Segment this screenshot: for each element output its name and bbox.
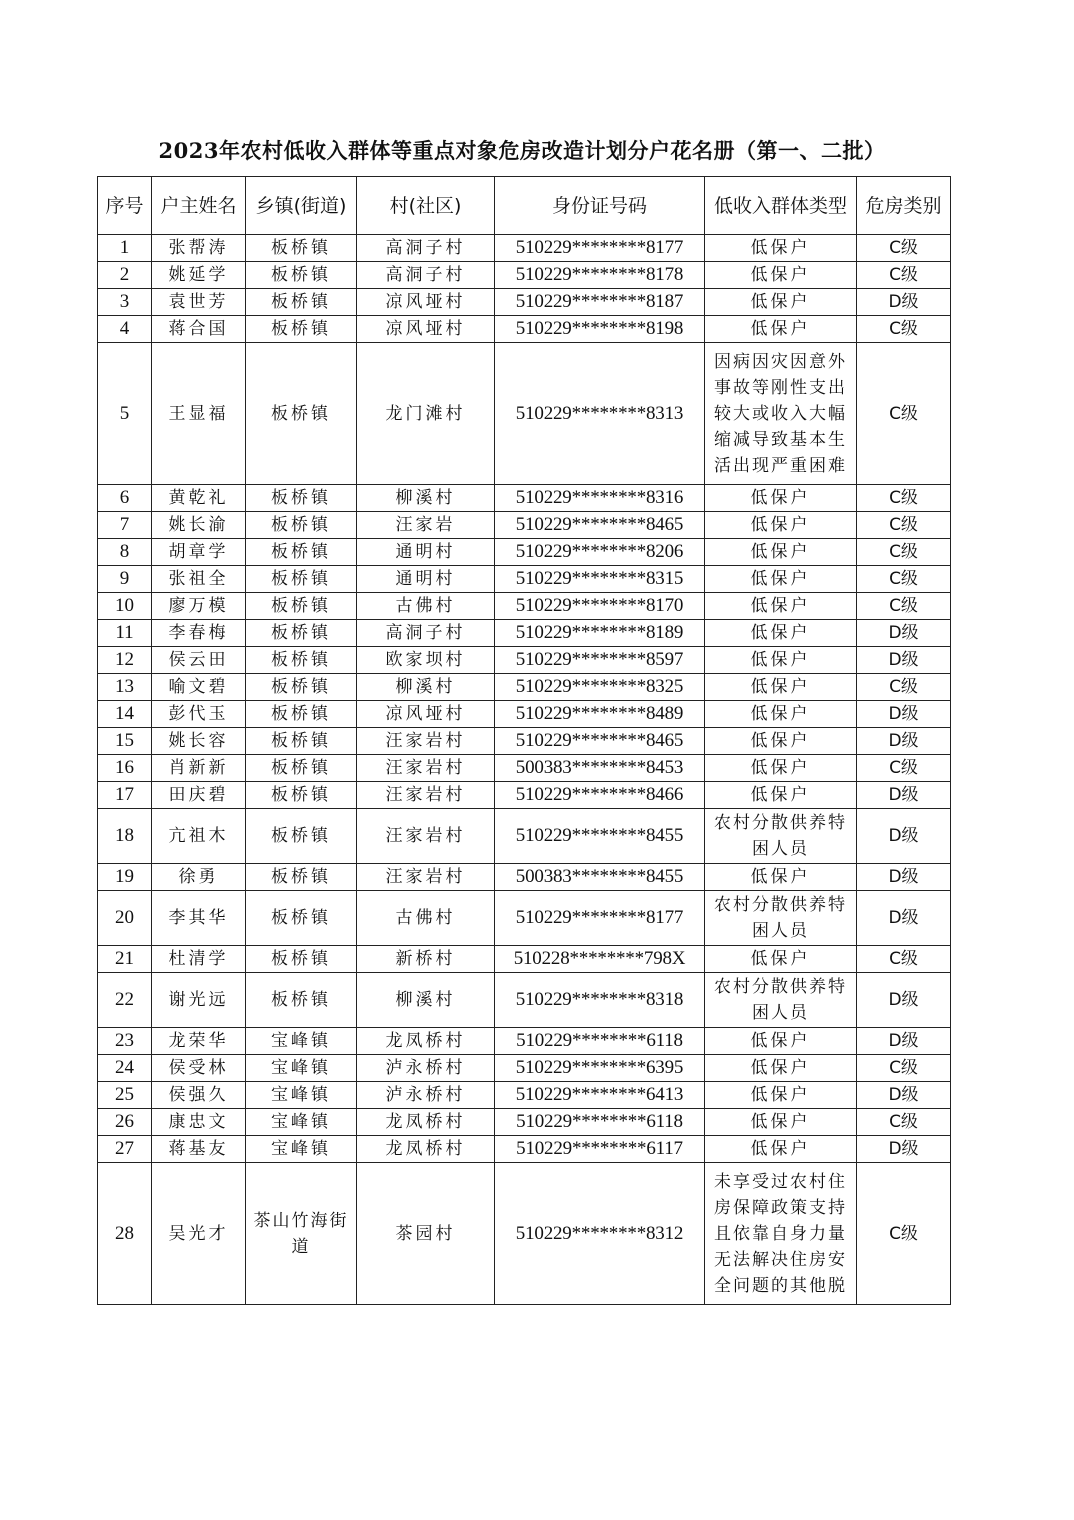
cell-town: 板桥镇 [246,701,357,728]
cell-type: 低保户 [705,1028,857,1055]
cell-seq: 8 [98,539,152,566]
cell-id: 510229********8316 [495,485,705,512]
cell-seq: 1 [98,235,152,262]
cell-grade: D级 [857,891,951,946]
cell-name: 张祖全 [152,566,246,593]
table-row [98,485,951,512]
cell-town: 板桥镇 [246,289,357,316]
cell-village: 泸永桥村 [357,1055,495,1082]
table-row [98,316,951,343]
table-row [98,512,951,539]
cell-village: 泸永桥村 [357,1082,495,1109]
cell-town: 板桥镇 [246,262,357,289]
header-row [98,177,951,235]
cell-seq: 7 [98,512,152,539]
table-row [98,566,951,593]
cell-seq: 19 [98,864,152,891]
cell-town: 板桥镇 [246,755,357,782]
header-name: 户主姓名 [152,177,246,235]
cell-town: 板桥镇 [246,809,357,864]
cell-id: 510229********8465 [495,728,705,755]
cell-seq: 26 [98,1109,152,1136]
cell-name: 肖新新 [152,755,246,782]
cell-type: 低保户 [705,566,857,593]
cell-seq: 9 [98,566,152,593]
cell-name: 姚长渝 [152,512,246,539]
cell-seq: 13 [98,674,152,701]
cell-grade: D级 [857,620,951,647]
cell-name: 蒋合国 [152,316,246,343]
cell-id: 500383********8453 [495,755,705,782]
cell-grade: D级 [857,701,951,728]
cell-village: 柳溪村 [357,485,495,512]
cell-type: 低保户 [705,539,857,566]
table-row [98,782,951,809]
cell-type: 农村分散供养特困人员 [705,809,857,864]
cell-village: 高洞子村 [357,620,495,647]
cell-town: 板桥镇 [246,485,357,512]
cell-id: 510229********8170 [495,593,705,620]
cell-type: 未享受过农村住房保障政策支持且依靠自身力量无法解决住房安全问题的其他脱 [705,1163,857,1305]
cell-town: 板桥镇 [246,728,357,755]
cell-name: 王显福 [152,343,246,485]
cell-grade: C级 [857,539,951,566]
cell-id: 510229********8206 [495,539,705,566]
header-town: 乡镇(街道) [246,177,357,235]
cell-village: 汪家岩村 [357,809,495,864]
cell-town: 板桥镇 [246,674,357,701]
cell-type: 低保户 [705,512,857,539]
cell-name: 袁世芳 [152,289,246,316]
cell-seq: 18 [98,809,152,864]
table-row [98,1028,951,1055]
table-row [98,235,951,262]
cell-name: 谢光远 [152,973,246,1028]
cell-name: 蒋基友 [152,1136,246,1163]
cell-type: 低保户 [705,701,857,728]
table-row [98,864,951,891]
cell-grade: C级 [857,1163,951,1305]
cell-grade: D级 [857,782,951,809]
table-row [98,891,951,946]
table-row [98,973,951,1028]
cell-id: 510229********8312 [495,1163,705,1305]
cell-id: 510229********8198 [495,316,705,343]
roster-body [98,235,951,1305]
cell-name: 喻文碧 [152,674,246,701]
cell-grade: C级 [857,262,951,289]
cell-grade: D级 [857,1136,951,1163]
cell-type: 低保户 [705,864,857,891]
cell-town: 板桥镇 [246,316,357,343]
cell-type: 低保户 [705,1082,857,1109]
cell-id: 510229********6395 [495,1055,705,1082]
cell-type: 低保户 [705,946,857,973]
cell-village: 龙凤桥村 [357,1028,495,1055]
cell-town: 茶山竹海街道 [246,1163,357,1305]
cell-name: 侯受林 [152,1055,246,1082]
cell-name: 李其华 [152,891,246,946]
cell-grade: C级 [857,674,951,701]
cell-village: 龙凤桥村 [357,1109,495,1136]
cell-town: 板桥镇 [246,620,357,647]
table-row [98,755,951,782]
cell-grade: C级 [857,755,951,782]
cell-town: 板桥镇 [246,235,357,262]
cell-name: 侯云田 [152,647,246,674]
cell-village: 汪家岩村 [357,728,495,755]
cell-id: 510229********8178 [495,262,705,289]
cell-grade: D级 [857,1028,951,1055]
cell-village: 汪家岩 [357,512,495,539]
cell-village: 汪家岩村 [357,782,495,809]
cell-grade: D级 [857,864,951,891]
cell-name: 吴光才 [152,1163,246,1305]
cell-type: 低保户 [705,235,857,262]
cell-grade: C级 [857,316,951,343]
cell-town: 宝峰镇 [246,1082,357,1109]
cell-town: 板桥镇 [246,343,357,485]
cell-village: 古佛村 [357,891,495,946]
cell-village: 柳溪村 [357,674,495,701]
cell-town: 板桥镇 [246,593,357,620]
cell-type: 低保户 [705,1055,857,1082]
cell-type: 农村分散供养特困人员 [705,891,857,946]
cell-grade: C级 [857,235,951,262]
table-row [98,343,951,485]
cell-town: 板桥镇 [246,539,357,566]
cell-village: 凉风垭村 [357,701,495,728]
header-grade: 危房类别 [857,177,951,235]
cell-id: 510229********8187 [495,289,705,316]
cell-town: 板桥镇 [246,647,357,674]
cell-seq: 21 [98,946,152,973]
cell-town: 板桥镇 [246,864,357,891]
cell-type: 低保户 [705,674,857,701]
cell-village: 龙门滩村 [357,343,495,485]
table-row [98,1163,951,1305]
cell-village: 汪家岩村 [357,864,495,891]
cell-seq: 3 [98,289,152,316]
cell-id: 510229********6413 [495,1082,705,1109]
cell-id: 510229********8466 [495,782,705,809]
cell-type: 低保户 [705,1109,857,1136]
cell-village: 凉风垭村 [357,316,495,343]
cell-seq: 20 [98,891,152,946]
cell-seq: 27 [98,1136,152,1163]
cell-grade: C级 [857,1109,951,1136]
cell-name: 胡章学 [152,539,246,566]
cell-name: 黄乾礼 [152,485,246,512]
cell-seq: 24 [98,1055,152,1082]
cell-village: 古佛村 [357,593,495,620]
cell-type: 低保户 [705,755,857,782]
cell-seq: 4 [98,316,152,343]
cell-town: 宝峰镇 [246,1136,357,1163]
header-type: 低收入群体类型 [705,177,857,235]
cell-seq: 12 [98,647,152,674]
cell-seq: 22 [98,973,152,1028]
cell-village: 汪家岩村 [357,755,495,782]
cell-name: 姚长容 [152,728,246,755]
cell-name: 廖万模 [152,593,246,620]
cell-town: 板桥镇 [246,566,357,593]
header-id: 身份证号码 [495,177,705,235]
cell-grade: C级 [857,343,951,485]
table-row [98,1109,951,1136]
header-village: 村(社区) [357,177,495,235]
cell-id: 510229********8489 [495,701,705,728]
cell-type: 低保户 [705,262,857,289]
cell-name: 龙荣华 [152,1028,246,1055]
cell-id: 510229********8313 [495,343,705,485]
cell-village: 通明村 [357,566,495,593]
cell-town: 板桥镇 [246,891,357,946]
cell-village: 龙凤桥村 [357,1136,495,1163]
table-row [98,728,951,755]
table-row [98,674,951,701]
cell-id: 510229********8189 [495,620,705,647]
table-row [98,1136,951,1163]
table-row [98,593,951,620]
cell-grade: C级 [857,512,951,539]
cell-name: 田庆碧 [152,782,246,809]
household-roster-table [97,176,951,1305]
cell-id: 510229********8455 [495,809,705,864]
cell-village: 高洞子村 [357,235,495,262]
cell-id: 510229********8315 [495,566,705,593]
cell-grade: C级 [857,485,951,512]
cell-seq: 16 [98,755,152,782]
table-row [98,289,951,316]
cell-seq: 14 [98,701,152,728]
cell-type: 低保户 [705,782,857,809]
cell-name: 杜清学 [152,946,246,973]
cell-village: 高洞子村 [357,262,495,289]
cell-type: 低保户 [705,647,857,674]
cell-village: 通明村 [357,539,495,566]
cell-town: 宝峰镇 [246,1109,357,1136]
cell-id: 510229********8318 [495,973,705,1028]
cell-name: 张帮涛 [152,235,246,262]
cell-seq: 25 [98,1082,152,1109]
cell-village: 凉风垭村 [357,289,495,316]
cell-village: 柳溪村 [357,973,495,1028]
cell-type: 低保户 [705,316,857,343]
cell-id: 510229********8465 [495,512,705,539]
cell-type: 低保户 [705,1136,857,1163]
cell-type: 农村分散供养特困人员 [705,973,857,1028]
cell-type: 低保户 [705,485,857,512]
table-row [98,809,951,864]
cell-village: 新桥村 [357,946,495,973]
table-row [98,946,951,973]
table-row [98,620,951,647]
cell-name: 侯强久 [152,1082,246,1109]
cell-grade: C级 [857,946,951,973]
table-row [98,701,951,728]
cell-grade: D级 [857,1082,951,1109]
cell-id: 510229********8177 [495,891,705,946]
cell-seq: 15 [98,728,152,755]
cell-name: 徐勇 [152,864,246,891]
cell-town: 宝峰镇 [246,1028,357,1055]
cell-village: 茶园村 [357,1163,495,1305]
cell-seq: 2 [98,262,152,289]
cell-town: 板桥镇 [246,973,357,1028]
cell-town: 板桥镇 [246,946,357,973]
cell-id: 510229********6118 [495,1109,705,1136]
cell-seq: 17 [98,782,152,809]
cell-grade: C级 [857,593,951,620]
cell-town: 宝峰镇 [246,1055,357,1082]
cell-seq: 6 [98,485,152,512]
cell-id: 510228********798X [495,946,705,973]
cell-seq: 10 [98,593,152,620]
cell-type: 低保户 [705,593,857,620]
cell-grade: D级 [857,728,951,755]
cell-type: 低保户 [705,728,857,755]
cell-id: 510229********8597 [495,647,705,674]
cell-id: 510229********8177 [495,235,705,262]
cell-town: 板桥镇 [246,512,357,539]
cell-name: 亢祖木 [152,809,246,864]
cell-type: 低保户 [705,620,857,647]
cell-grade: D级 [857,647,951,674]
cell-grade: D级 [857,809,951,864]
cell-grade: D级 [857,973,951,1028]
cell-name: 彭代玉 [152,701,246,728]
table-row [98,647,951,674]
cell-id: 510229********8325 [495,674,705,701]
table-row [98,1082,951,1109]
table-row [98,1055,951,1082]
cell-town: 板桥镇 [246,782,357,809]
cell-seq: 23 [98,1028,152,1055]
cell-id: 510229********6117 [495,1136,705,1163]
cell-seq: 5 [98,343,152,485]
cell-seq: 11 [98,620,152,647]
cell-id: 510229********6118 [495,1028,705,1055]
cell-name: 李春梅 [152,620,246,647]
cell-grade: C级 [857,566,951,593]
cell-name: 姚延学 [152,262,246,289]
cell-grade: D级 [857,289,951,316]
header-seq: 序号 [98,177,152,235]
cell-grade: C级 [857,1055,951,1082]
cell-seq: 28 [98,1163,152,1305]
cell-village: 欧家坝村 [357,647,495,674]
cell-type: 因病因灾因意外事故等刚性支出较大或收入大幅缩减导致基本生活出现严重困难 [705,343,857,485]
document-title: 2023年农村低收入群体等重点对象危房改造计划分户花名册（第一、二批） [158,138,886,163]
cell-id: 500383********8455 [495,864,705,891]
cell-type: 低保户 [705,289,857,316]
cell-name: 康忠文 [152,1109,246,1136]
table-row [98,262,951,289]
table-row [98,539,951,566]
